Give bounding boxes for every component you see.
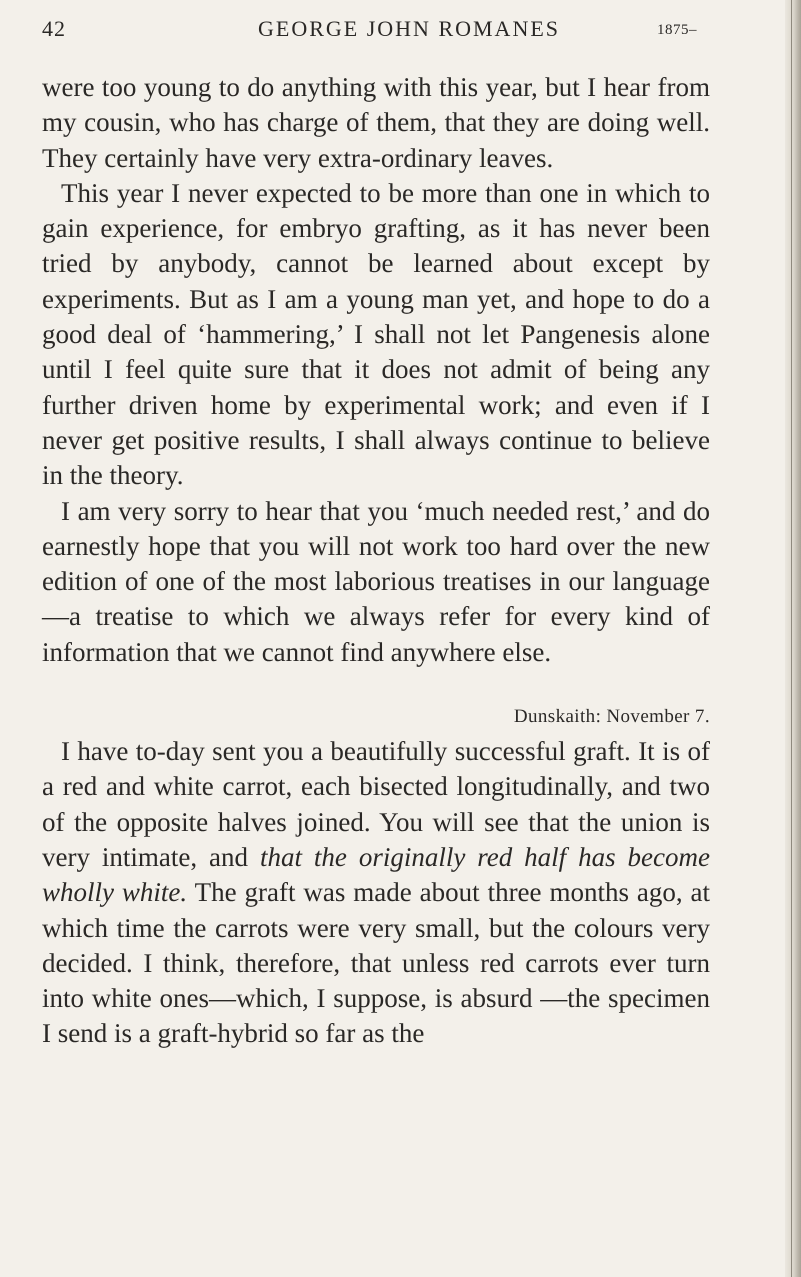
page-edge-line — [791, 0, 792, 1277]
page-number: 42 — [42, 16, 66, 41]
paragraph-rest: I am very sorry to hear that you ‘much needed rest,’ and do earnestly hope that you will not work too hard over the new edition of one of the most laborious treatises in our language—a treatise to which we always refer for every kind of information that we cannot find anywhere else. — [42, 495, 710, 667]
page-edge — [785, 0, 801, 1277]
graft-text-italic: that the originally red half has become wholly white. — [42, 841, 711, 908]
graft-text-end: The graft was made about three months ago, at which time the carrots were very small, but the colours very decided. I think, therefore, that unless red carrots ever turn into white ones—which, I suppose, is absurd —the specimen I send is a graft-hybrid so far as the — [42, 877, 711, 1049]
body-text — [42, 70, 710, 1052]
running-title: GEORGE JOHN ROMANES — [258, 16, 561, 41]
paragraph-continued: were too young to do anything with this year, but I hear from my cousin, who has charge of them, that they are doing well. They certainly have very extra-ordinary leaves. — [42, 72, 710, 173]
running-year: 1875– — [657, 22, 697, 38]
paragraph-graft — [42, 734, 710, 1052]
letter-dateline: Dunskaith: November 7. — [513, 706, 710, 728]
graft-text-start: I have to-day sent you a beautifully successful graft. It is of a red and white carrot, each bisected longitudinally, and two of the opposite halves joined. You will see that the union is very intimate, and — [42, 736, 710, 872]
running-head — [0, 16, 801, 56]
paragraph-experiments: This year I never expected to be more than one in which to gain experience, for embryo grafting, as it has never been tried by anybody, cannot be learned about except by experiments. But as I am a young man yet, and hope to do a good deal of ‘hammering,’ I shall not let Pangenesis alone until I feel quite sure that it does not admit of being any further driven home by experimental work; and even if I never get positive results, I shall always continue to believe in the theory. — [42, 177, 710, 491]
